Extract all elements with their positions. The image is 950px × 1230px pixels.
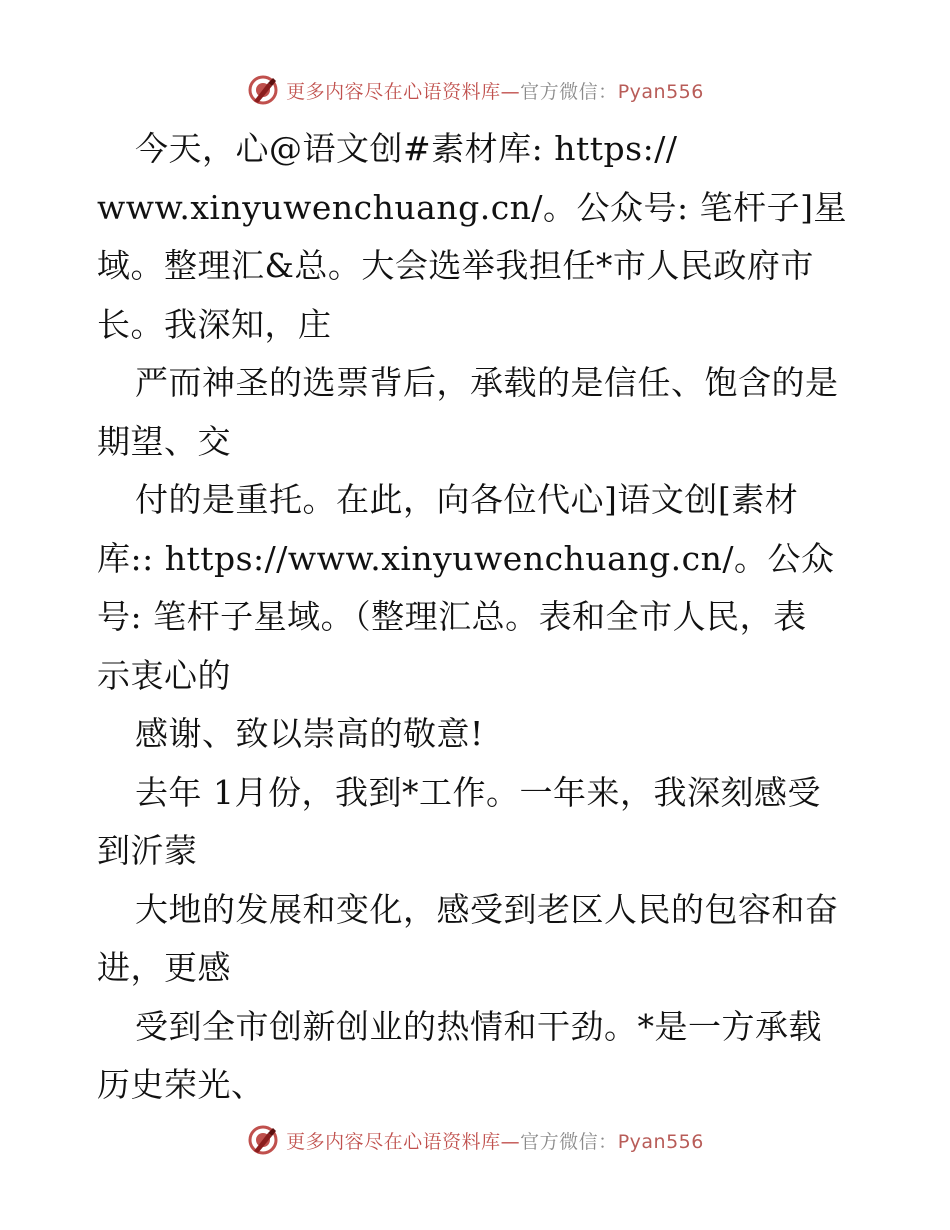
header-wechat-id: Pyan556 bbox=[617, 80, 704, 103]
body-line: 期望、交 bbox=[97, 421, 231, 461]
footer-wechat-id: Pyan556 bbox=[617, 1130, 704, 1153]
body-line: 长。我深知，庄 bbox=[97, 304, 332, 344]
body-line: 历史荣光、 bbox=[97, 1065, 265, 1104]
body-line: 今天，心@语文创#素材库: https:// bbox=[135, 129, 678, 168]
body-line: 示衷心的 bbox=[97, 655, 231, 695]
footer-banner bbox=[0, 1120, 950, 1160]
body-line: 库:: https://www.xinyuwenchuang.cn/。公众 bbox=[97, 538, 835, 578]
body-line: 感谢、致以崇高的敬意! bbox=[135, 714, 484, 753]
pen-logo-icon bbox=[246, 1123, 280, 1157]
body-line: 域。整理汇&总。大会选举我担任*市人民政府市 bbox=[97, 246, 814, 285]
header-wechat-label: 官方微信： bbox=[520, 80, 618, 103]
body-line: 严而神圣的选票背后，承载的是信任、饱含的是 bbox=[135, 363, 839, 402]
body-text bbox=[97, 120, 867, 1115]
footer-library-text: 更多内容尽在心语资料库 bbox=[286, 1130, 501, 1153]
footer-dash: — bbox=[500, 1130, 521, 1153]
footer-banner-text bbox=[286, 1127, 704, 1154]
body-line: 付的是重托。在此，向各位代心]语文创[素材 bbox=[135, 480, 799, 519]
footer-wechat-label: 官方微信： bbox=[520, 1130, 618, 1153]
pen-logo-icon bbox=[246, 73, 280, 107]
body-line: 进，更感 bbox=[97, 948, 231, 987]
body-line: 去年 1月份，我到*工作。一年来，我深刻感受 bbox=[135, 772, 821, 812]
header-dash: — bbox=[500, 80, 521, 103]
body-line: 到沂蒙 bbox=[97, 831, 198, 870]
body-line: 受到全市创新创业的热情和干劲。*是一方承载 bbox=[135, 1006, 822, 1046]
header-banner-text bbox=[286, 77, 704, 104]
body-line: 大地的发展和变化，感受到老区人民的包容和奋 bbox=[135, 889, 839, 929]
footer-banner-content bbox=[246, 1123, 704, 1157]
body-line: 号: 笔杆子星域。（整理汇总。表和全市人民，表 bbox=[97, 597, 807, 636]
header-library-text: 更多内容尽在心语资料库 bbox=[286, 80, 501, 103]
header-banner-content bbox=[246, 73, 704, 107]
header-banner bbox=[0, 70, 950, 110]
body-line: www.xinyuwenchuang.cn/。公众号: 笔杆子]星 bbox=[97, 187, 848, 227]
